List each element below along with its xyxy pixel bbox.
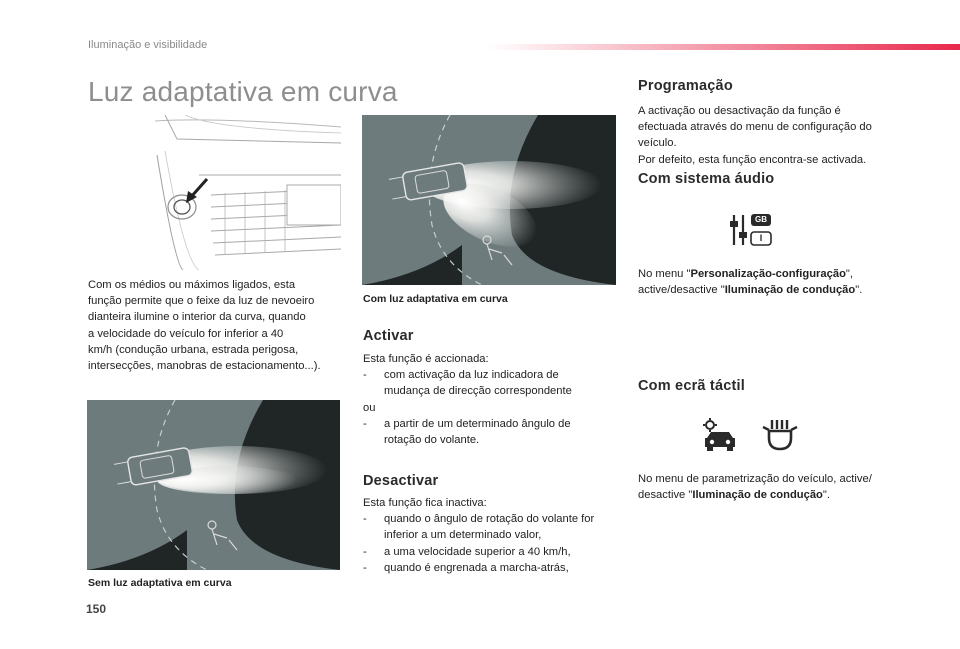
list-dash: - <box>363 369 367 382</box>
programacao-line: veículo. <box>638 137 677 150</box>
item-line: com activação da luz indicadora de <box>384 369 559 382</box>
programacao-line: Por defeito, esta função encontra-se activada. <box>638 153 867 166</box>
item-line: a uma velocidade superior a 40 km/h, <box>384 545 571 558</box>
icon-label-gb: GB <box>755 215 767 224</box>
item-line: inferior a um determinado valor, <box>384 529 542 542</box>
text-line: No menu de parametrização do veículo, active/ <box>638 473 872 485</box>
option-name: Iluminação de condução <box>692 489 823 502</box>
menu-name: Personalização-configuração <box>690 268 846 280</box>
intro-line: dianteira ilumine o interior da curva, quando <box>88 311 306 324</box>
caption-without-adaptive-light: Sem luz adaptativa em curva <box>88 577 232 589</box>
audio-heading: Com sistema áudio <box>638 171 775 187</box>
programacao-text <box>638 103 908 168</box>
fog-lamp-illustration <box>155 115 341 270</box>
desactivar-lead: Esta função fica inactiva: <box>363 497 487 509</box>
programacao-heading: Programação <box>638 78 733 94</box>
desactivar-item <box>363 544 623 560</box>
list-dash: - <box>363 561 367 574</box>
text-part: ", <box>845 268 854 280</box>
running-title: Iluminação e visibilidade <box>88 39 208 51</box>
activar-heading: Activar <box>363 328 414 344</box>
list-dash: - <box>363 417 367 430</box>
header-accent-rule <box>488 44 960 50</box>
desactivar-item <box>363 560 623 576</box>
item-line: rotação do volante. <box>384 434 480 447</box>
text-part: ". <box>822 489 830 502</box>
activar-item <box>363 416 623 448</box>
desactivar-item <box>363 511 623 543</box>
headlamp-setting-icon <box>760 418 800 452</box>
desactivar-text <box>363 495 623 576</box>
page-title: Luz adaptativa em curva <box>88 76 398 107</box>
activar-item <box>363 367 623 399</box>
activar-text <box>363 351 623 448</box>
text-part: No menu " <box>638 268 691 280</box>
illustration-with-adaptive-light <box>362 115 616 285</box>
text-part: desactive " <box>638 489 693 502</box>
intro-line: função permite que o feixe da luz de nevoeiro <box>88 295 315 308</box>
programacao-line: A activação ou desactivação da função é <box>638 105 841 117</box>
caption-with-adaptive-light: Com luz adaptativa em curva <box>363 293 508 305</box>
item-line: a partir de um determinado ângulo de <box>384 417 571 430</box>
list-dash: - <box>363 513 367 526</box>
page-number: 150 <box>86 602 107 616</box>
activar-or: ou <box>363 401 376 414</box>
intro-paragraph <box>88 277 353 374</box>
touchscreen-heading: Com ecrã táctil <box>638 378 745 394</box>
intro-line: Com os médios ou máximos ligados, esta <box>88 279 296 291</box>
programacao-line: efectuada através do menu de configuração do <box>638 121 872 134</box>
desactivar-heading: Desactivar <box>363 473 439 489</box>
activar-lead: Esta função é accionada: <box>363 353 489 365</box>
item-line: mudança de direcção correspondente <box>384 385 572 398</box>
option-name: Iluminação de condução <box>724 284 856 297</box>
text-part: active/desactive " <box>638 284 725 297</box>
list-dash: - <box>363 545 367 558</box>
touchscreen-instructions <box>638 471 918 503</box>
vehicle-settings-icon <box>702 418 738 452</box>
intro-line: a velocidade do veículo for inferior a 40 <box>88 327 284 340</box>
text-part: ". <box>855 284 863 297</box>
intro-line: intersecções, manobras de estacionamento...). <box>88 360 321 373</box>
item-line: quando o ângulo de rotação do volante for <box>384 513 595 526</box>
intro-line: km/h (condução urbana, estrada perigosa, <box>88 343 299 356</box>
illustration-without-adaptive-light <box>87 400 340 570</box>
item-line: quando é engrenada a marcha-atrás, <box>384 561 569 574</box>
icon-label-i: I <box>759 233 763 243</box>
audio-instructions <box>638 266 918 298</box>
settings-sliders-language-icon <box>728 212 774 248</box>
